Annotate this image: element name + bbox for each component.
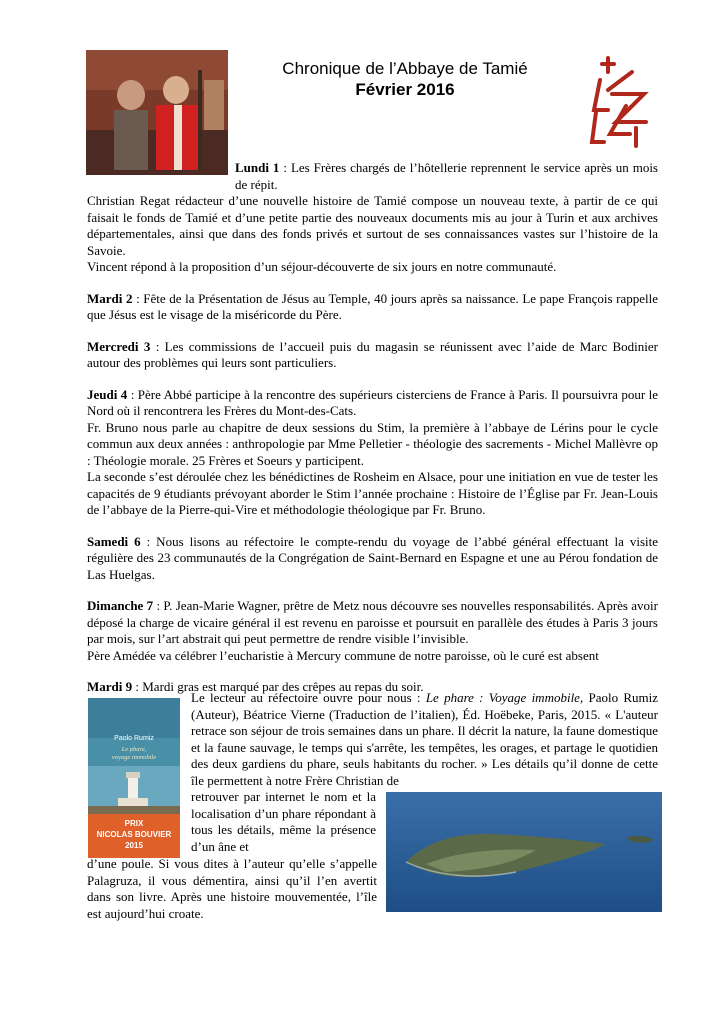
entry-day: Mardi 2: [87, 290, 133, 306]
reading-end-text: d’une poule. Si vous dites à l’auteur qu’elle s’appelle Palagruza, il vous démentira, ainsi qu’il l’en avertit dans son livre. Après une histoire mouvementée, l’île est aujourd’hui croate.: [87, 856, 377, 921]
entry-paragraph: [87, 339, 658, 372]
date-line: Février 2016: [355, 80, 455, 99]
book-author: Paolo Rumiz: [114, 735, 154, 742]
entry-paragraph: [87, 534, 658, 584]
entry-paragraph: Fr. Bruno nous parle au chapitre de deux sessions du Stim, la première à l’abbaye de Lérins pour le cycle commun aux deux années : anthropologie par Mme Pelletier - théologie des sacrements - Michel Mallèvre op : Théologie morale. 25 Frères et Soeurs y participent.: [87, 419, 658, 468]
book-title: Le phare : Voyage immobile,: [425, 690, 584, 705]
chronicle-body: [87, 160, 658, 696]
entry-day: Samedi 6: [87, 533, 141, 549]
reading-text: [191, 690, 658, 789]
entry-paragraph: Père Amédée va célébrer l’eucharistie à Mercury commune de notre paroisse, où le curé est absent: [87, 647, 599, 663]
entry-text: : P. Jean-Marie Wagner, prêtre de Metz nous découvre ses nouvelles responsabilités. Après avoir déposé la charge de vicaire général il est revenu en paroisse et poursuit en parallèle des études à Paris 3 jours par mois, sur l’art abstrait qui peut permettre de rendre visible l’invisible.: [87, 598, 658, 646]
document-title: [230, 58, 580, 100]
reading-paragraph: [191, 690, 658, 855]
painting-image: [86, 50, 228, 175]
prize-line-2: NICOLAS BOUVIER: [96, 830, 172, 839]
reading-continuation: [87, 856, 377, 922]
reading-intro: Le lecteur au réfectoire ouvre pour nous :: [191, 690, 426, 705]
entry-paragraph: [87, 291, 658, 324]
prize-line-3: 2015: [125, 841, 143, 850]
entry-day: Lundi 1: [235, 160, 280, 175]
entry-day: Mardi 9: [87, 679, 133, 694]
entry-day: Dimanche 7: [87, 598, 154, 613]
entry-day: Jeudi 4: [87, 386, 128, 402]
book-title-line-2: voyage immobile: [111, 754, 157, 761]
entry-text: : Fête de la Présentation de Jésus au Temple, 40 jours après sa naissance. Le pape François rappelle que Jésus est le visage de la miséricorde du Père.: [87, 290, 658, 322]
prize-line-1: PRIX: [124, 819, 144, 828]
book-cover-image: [88, 698, 180, 858]
entry-paragraph: Christian Regat rédacteur d’une nouvelle histoire de Tamié compose un nouveau texte, à partir de ce qui faisait le fonds de Tamié et d’une petite partie des nouveaux documents mis au jour à Turin et aux archives départementales, ainsi que dans des fonds privés et surtout de ses connaissances vastes sur l’histoire de la Savoie.: [87, 193, 658, 258]
entry-day: Mercredi 3: [87, 338, 151, 354]
entry-text: : Les Frères chargés de l’hôtellerie reprennent le service après un mois de répit.: [235, 160, 658, 192]
entry-text: : Père Abbé participe à la rencontre des supérieurs cisterciens de France à Paris. Il poursuivra pour le Nord où il rencontrera les Frères du Mont-des-Cats.: [87, 386, 659, 418]
title-line: Chronique de l’Abbaye de Tamié: [282, 59, 528, 78]
entry-paragraph: [87, 160, 658, 193]
entry-paragraph: La seconde s’est déroulée chez les bénédictines de Rosheim en Alsace, pour une initiation en vue de tester les capacités de 9 étudiants prévoyant aborder le Stim l’année prochaine : Histoire de l’Église par Fr. Jean-Louis de l’abbaye de la Pierre-qui-Vire et méthodologie théologique par Fr. Bruno.: [87, 469, 658, 517]
reading-description: Paolo Rumiz (Auteur), Béatrice Vierne (Traduction de l’italien), Éd. Hoëbeke, Paris, 2015. « L'auteur retrace son séjour de trois semaines dans un phare. Il décrit la nature, la faune domestique et la faune sauvage, le temps qui s'arrête, les tempêtes, les orages, et partage le quotidien des deux gardiens du phare, seuls habitants du rocher. » Les détails qu’il donne de cette île permettent à notre Frère Christian de: [191, 690, 658, 788]
abbey-logo-icon: [586, 50, 654, 150]
entry-text: : Nous lisons au réfectoire le compte-rendu du voyage de l’abbé général effectuant la visite régulière des 23 communautés de la Congrégation de Saint-Bernard en Espagne et une au Pérou fondation de Las Huelgas.: [87, 533, 658, 582]
entry-paragraph: Vincent répond à la proposition d’un séjour-découverte de six jours en notre communauté.: [87, 259, 557, 274]
entry-text: : Les commissions de l’accueil puis du magasin se réunissent avec l’aide de Marc Bodinier autour des problèmes qui leurs sont particuliers.: [87, 338, 658, 370]
reading-narrow-text: retrouver par internet le nom et la localisation d’un phare répondant à tous les détails, même la présence d’un âne et: [191, 789, 376, 854]
entry-text: : Mardi gras est marqué par des crêpes au repas du soir.: [132, 679, 424, 694]
entry-paragraph: [87, 387, 658, 420]
entry-paragraph: [87, 598, 658, 648]
book-title-line-1: Le phare,: [121, 746, 147, 753]
